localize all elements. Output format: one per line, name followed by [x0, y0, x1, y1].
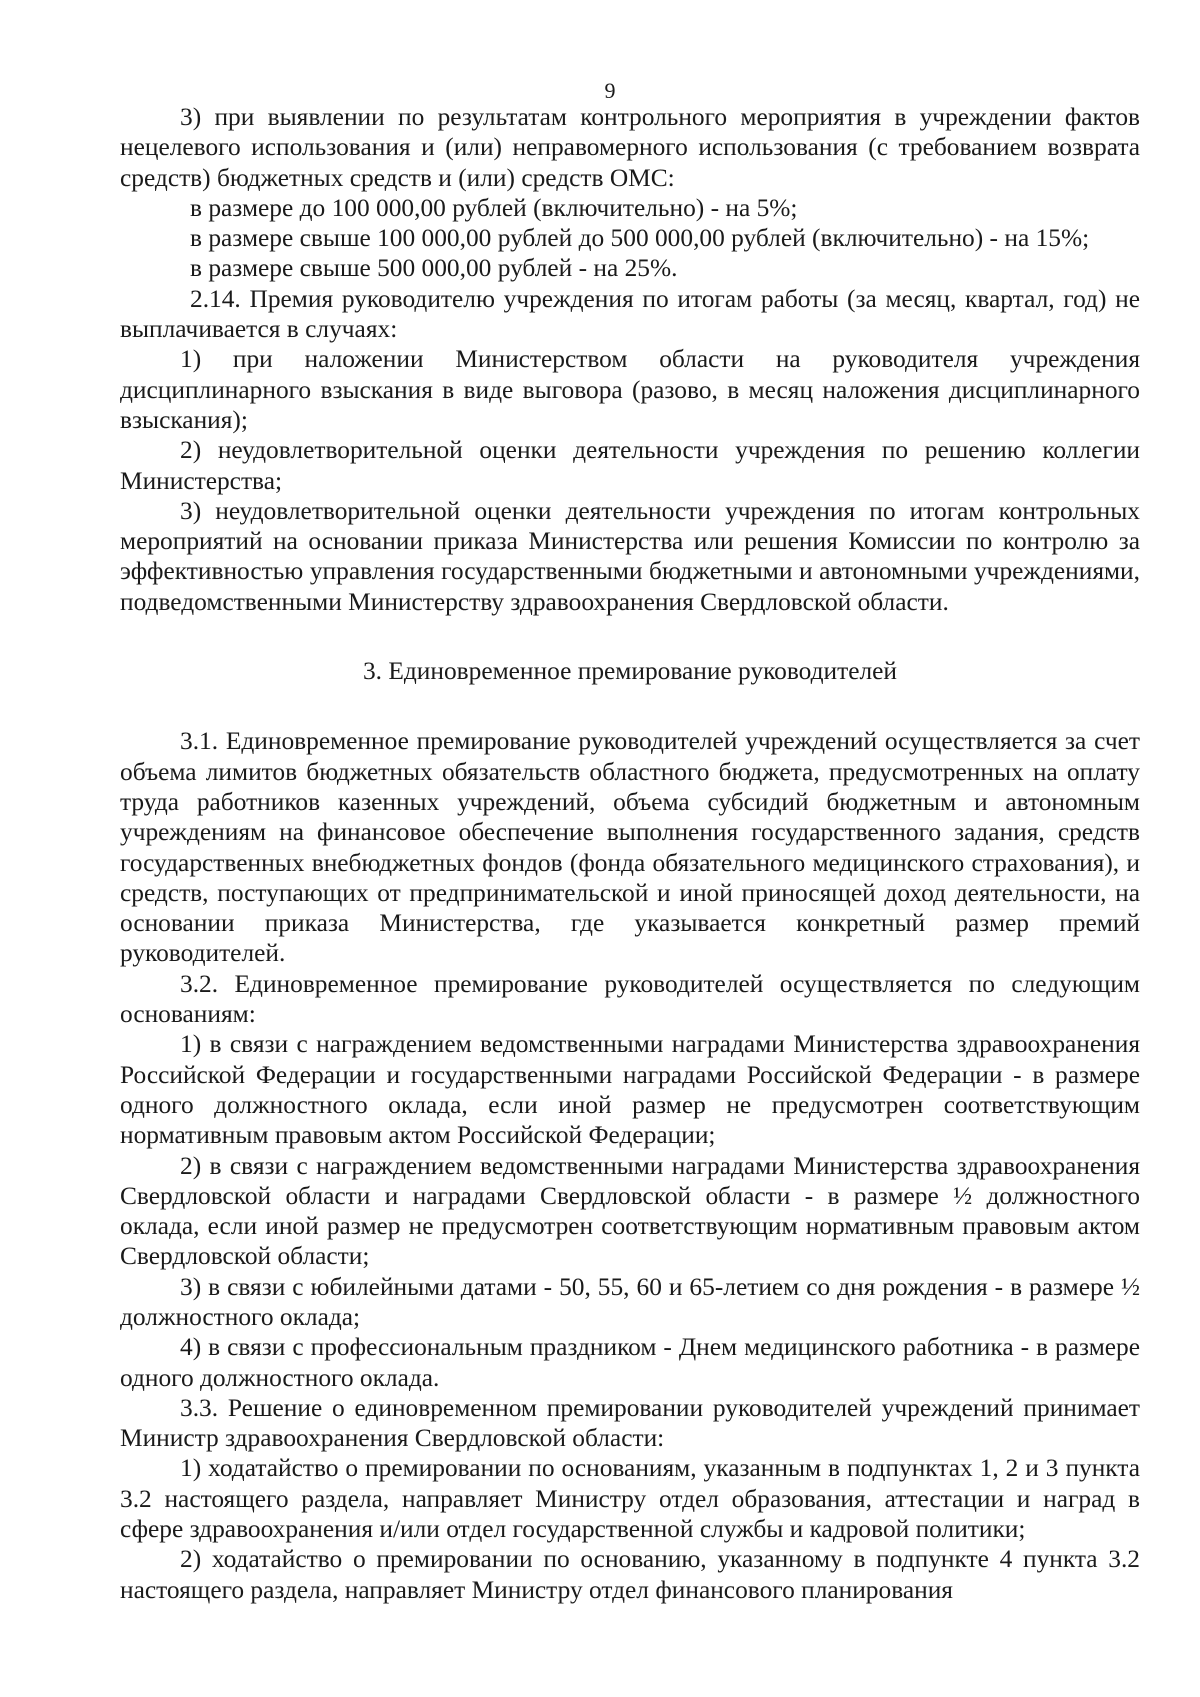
document-page: [120, 0, 1140, 1605]
paragraph-rate-15-percent: в размере свыше 100 000,00 рублей до 500 000,00 рублей (включительно) - на 15%;: [190, 224, 1090, 253]
paragraph-3-3-item-1: 1) ходатайство о премировании по основаниям, указанным в подпунктах 1, 2 и 3 пункта 3.2 настоящего раздела, направляет Министру отдел образования, аттестации и наград в сфере здравоохранения и/или отдел государственной службы и кадровой политики;: [120, 1454, 1140, 1544]
paragraph-3-2-item-1: 1) в связи с награждением ведомственными наградами Министерства здравоохранения Российской Федерации и государственными наградами Российской Федерации - в размере одного должностного оклада, если иной размер не предусмотрен соответствующим нормативным правовым актом Российской Федерации;: [120, 1030, 1140, 1150]
section-heading: 3. Единовременное премирование руководителей: [362, 657, 898, 686]
paragraph-2-14: 2.14. Премия руководителю учреждения по итогам работы (за месяц, квартал, год) не выплачивается в случаях:: [120, 284, 1140, 344]
paragraph-3-2-item-3: 3) в связи с юбилейными датами - 50, 55, 60 и 65-летием со дня рождения - в размере ½ должностного оклада;: [120, 1272, 1140, 1331]
paragraph-3-2: 3.2. Единовременное премирование руководителей осуществляется по следующим основаниям:: [120, 969, 1140, 1029]
paragraph-rate-25-percent: в размере свыше 500 000,00 рублей - на 25%.: [190, 254, 678, 283]
document-body: [120, 102, 1140, 1605]
paragraph-3-2-item-2: 2) в связи с награждением ведомственными наградами Министерства здравоохранения Свердловской области и наградами Свердловской области - в размере ½ должностного оклада, если иной размер не предусмотрен соответствующим нормативным правовым актом Свердловской области;: [120, 1151, 1140, 1271]
paragraph-2-14-item-1: 1) при наложении Министерством области на руководителя учреждения дисциплинарного взыскания в виде выговора (разово, в месяц наложения дисциплинарного взыскания);: [120, 345, 1140, 434]
paragraph-3-1: 3.1. Единовременное премирование руководителей учреждений осуществляется за счет объема лимитов бюджетных обязательств областного бюджета, предусмотренных на оплату труда работников казенных учреждений, объема субсидий бюджетным и автономным учреждениям на финансовое обеспечение выполнения государственного задания, средств государственных внебюджетных фондов (фонда обязательного медицинского страхования), и средств, поступающих от предпринимательской и иной приносящей доход деятельности, на основании приказа Министерства, где указывается конкретный размер премий руководителей.: [120, 727, 1140, 968]
paragraph-3-3: 3.3. Решение о единовременном премировании руководителей учреждений принимает Министр здравоохранения Свердловской области:: [120, 1393, 1140, 1453]
paragraph-3-2-item-4: 4) в связи с профессиональным праздником - Днем медицинского работника - в размере одного должностного оклада.: [120, 1333, 1140, 1392]
paragraph-2-14-item-3: 3) неудовлетворительной оценки деятельности учреждения по итогам контрольных мероприятий на основании приказа Министерства или решения Комиссии по контролю за эффективностью управления государственными бюджетными и автономными учреждениями, подведомственными Министерству здравоохранения Свердловской области.: [120, 496, 1140, 616]
paragraph-item-3-misuse: 3) при выявлении по результатам контрольного мероприятия в учреждении фактов нецелевого использования и (или) неправомерного использования (с требованием возврата средств) бюджетных средств и (или) средств ОМС:: [120, 103, 1140, 192]
paragraph-3-3-item-2: 2) ходатайство о премировании по основанию, указанному в подпункте 4 пункта 3.2 настоящего раздела, направляет Министру отдел финансового планирования: [120, 1545, 1140, 1604]
paragraph-rate-5-percent: в размере до 100 000,00 рублей (включительно) - на 5%;: [190, 193, 798, 222]
paragraph-2-14-item-2: 2) неудовлетворительной оценки деятельности учреждения по решению коллегии Министерства;: [120, 436, 1140, 495]
page-number: 9: [604, 78, 616, 103]
